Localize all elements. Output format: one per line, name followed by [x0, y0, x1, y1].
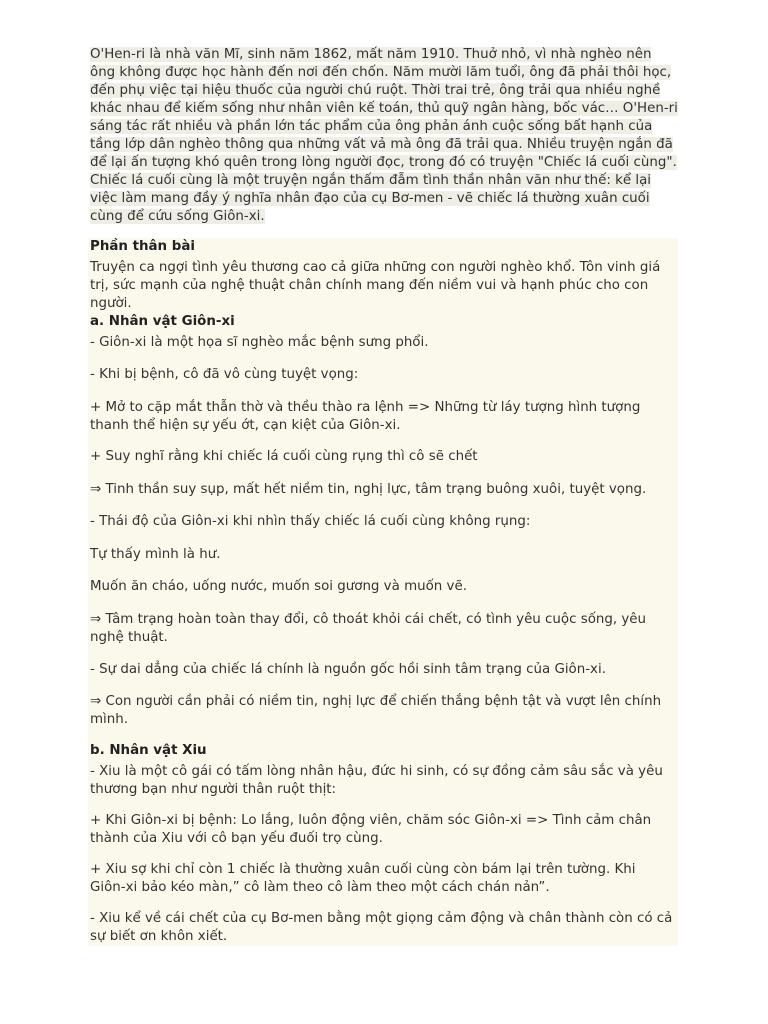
intro-text: O'Hen-ri là nhà văn Mĩ, sinh năm 1862, mất năm 1910. Thuở nhỏ, vì nhà nghèo nên ông không được học hành đến nơi đến chốn. Năm mười lăm tuổi, ông đã phải thôi học, đến phụ việc tại hiệu thuốc của người chú ruột. Thời trai trẻ, ông trải qua nhiều nghề khác nhau để kiếm sống như nhân viên kế toán, thủ quỹ ngân hàng, bốc vác… O'Hen-ri sáng tác rất nhiều và phần lớn tác phẩm của ông phản ánh cuộc sống bất hạnh của tầng lớp dân nghèo thông qua những vất vả mà ông đã trải qua. Nhiều truyện ngắn đã để lại ấn tượng khó quên trong lòng người đọc, trong đó có truyện "Chiếc lá cuối cùng". Chiếc lá cuối cùng là một truyện ngắn thấm đẫm tình thần nhân văn như thế: kể lại việc làm mang đầy ý nghĩa nhân đạo của cụ Bơ-men - vẽ chiếc lá thường xuân cuối cùng để cứu sống Giôn-xi.: [90, 47, 678, 224]
johnsy-paragraph-2: - Khi bị bệnh, cô đã vô cùng tuyệt vọng:: [90, 367, 359, 382]
johnsy-paragraph-3: + Mở to cặp mắt thẫn thờ và thều thào ra lệnh => Những từ láy tượng hình tượng thanh thể hiện sự yếu ớt, cạn kiệt của Giôn-xi.: [90, 400, 641, 433]
sue-paragraph-2: + Khi Giôn-xi bị bệnh: Lo lắng, luôn động viên, chăm sóc Giôn-xi => Tình cảm chân thành của Xiu với cô bạn yếu đuối trọ cùng.: [90, 813, 652, 846]
johnsy-paragraph-8: Muốn ăn cháo, uống nước, muốn soi gương và muốn vẽ.: [90, 579, 467, 594]
johnsy-heading: a. Nhân vật Giôn-xi: [90, 314, 235, 329]
johnsy-paragraph-4: + Suy nghĩ rằng khi chiếc lá cuối cùng rụng thì cô sẽ chết: [90, 449, 478, 464]
johnsy-paragraph-9: ⇒ Tâm trạng hoàn toàn thay đổi, cô thoát khỏi cái chết, có tình yêu cuộc sống, yêu nghệ thuật.: [90, 612, 647, 645]
sue-paragraph-3: + Xiu sợ khi chỉ còn 1 chiếc là thường xuân cuối cùng còn bám lại trên tường. Khi Giôn-xi bảo kéo màn,” cô làm theo cô làm theo một cách chán nản”.: [90, 862, 636, 895]
body-section: [88, 238, 678, 946]
sue-paragraph-1: - Xiu là một cô gái có tấm lòng nhân hậu, đức hi sinh, có sự đồng cảm sâu sắc và yêu thương bạn như người thân ruột thịt:: [90, 764, 663, 797]
johnsy-paragraph-6: - Thái độ của Giôn-xi khi nhìn thấy chiếc lá cuối cùng không rụng:: [90, 514, 531, 529]
johnsy-paragraph-10: - Sự dai dẳng của chiếc lá chính là nguồn gốc hồi sinh tâm trạng của Giôn-xi.: [90, 662, 606, 677]
intro-paragraph: [90, 46, 678, 226]
johnsy-paragraph-1: - Giôn-xi là một họa sĩ nghèo mắc bệnh sưng phổi.: [90, 335, 429, 350]
section-summary: Truyện ca ngợi tình yêu thương cao cả giữa những con người nghèo khổ. Tôn vinh giá trị, sức mạnh của nghệ thuật chân chính mang đến niềm vui và hạnh phúc cho con người.: [90, 260, 661, 311]
johnsy-paragraph-5: ⇒ Tinh thần suy sụp, mất hết niềm tin, nghị lực, tâm trạng buông xuôi, tuyệt vọng.: [90, 482, 647, 497]
sue-heading: b. Nhân vật Xiu: [90, 743, 207, 758]
sue-paragraph-4: - Xiu kể về cái chết của cụ Bơ-men bằng một giọng cảm động và chân thành còn có cả sự biết ơn khôn xiết.: [90, 911, 673, 944]
johnsy-paragraph-11: ⇒ Con người cần phải có niềm tin, nghị lực để chiến thắng bệnh tật và vượt lên chính mình.: [90, 694, 662, 727]
section-heading: Phần thân bài: [90, 239, 195, 254]
johnsy-paragraph-7: Tự thấy mình là hư.: [90, 547, 221, 562]
